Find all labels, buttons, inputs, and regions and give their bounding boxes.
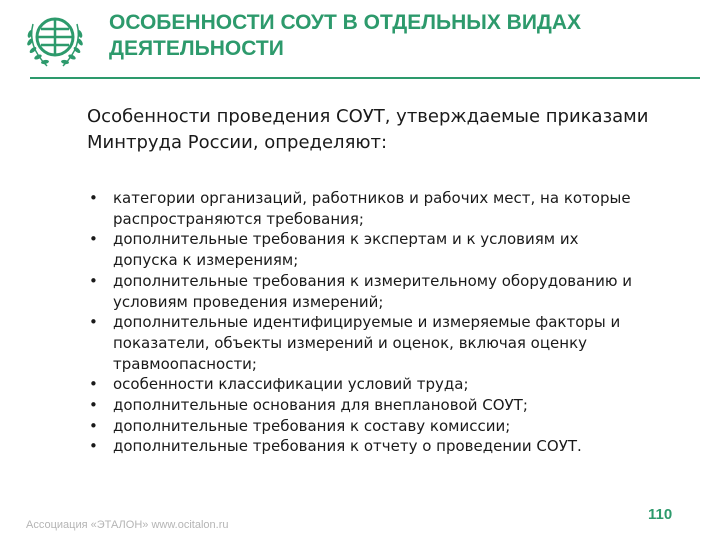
slide-title: ОСОБЕННОСТИ СОУТ В ОТДЕЛЬНЫХ ВИДАХ ДЕЯТЕЛЬНОСТИ <box>109 11 582 60</box>
bullet-text: дополнительные требования к составу комиссии; <box>113 416 511 435</box>
bullet-glyph: • <box>89 396 98 415</box>
bullet-glyph: • <box>89 375 98 394</box>
bullet-item <box>87 271 647 312</box>
bullet-text: дополнительные требования к экспертам и к условиям их допуска к измерениям; <box>113 230 579 270</box>
bullet-text: дополнительные требования к отчету о проведении СОУТ. <box>113 437 582 456</box>
bullet-item <box>87 229 647 270</box>
bullet-item <box>87 395 647 416</box>
bullet-item <box>87 436 647 457</box>
bullet-item <box>87 416 647 437</box>
bullet-text: категории организаций, работников и рабочих мест, на которые распространяются требования; <box>113 189 631 228</box>
globe-wreath-logo-icon <box>17 6 93 76</box>
bullet-glyph: • <box>89 189 98 207</box>
bullet-text: дополнительные основания для внеплановой СОУТ; <box>113 396 528 415</box>
bullet-glyph: • <box>89 230 98 249</box>
bullet-item <box>87 312 647 374</box>
bullet-text: дополнительные требования к измерительному оборудованию и условиям проведения измерений; <box>113 271 633 311</box>
bullet-glyph: • <box>89 313 98 332</box>
bullet-glyph: • <box>89 271 98 290</box>
bullet-glyph: • <box>89 437 98 456</box>
bullet-list <box>87 188 647 457</box>
footer-text: Ассоциация «ЭТАЛОН» www.ocitalon.ru <box>26 519 229 531</box>
bullet-text: дополнительные идентифицируемые и измеряемые факторы и показатели, объекты измерений и оценок, включая оценку травмоопасности; <box>113 313 621 373</box>
bullet-text: особенности классификации условий труда; <box>113 375 469 394</box>
bullet-glyph: • <box>89 416 98 435</box>
bullet-item <box>87 188 647 229</box>
bullet-item <box>87 374 647 395</box>
title-divider <box>30 77 700 79</box>
lead-paragraph: Особенности проведения СОУТ, утверждаемые приказами Минтруда России, определяют: <box>87 106 649 153</box>
page-number: 110 <box>648 506 673 523</box>
